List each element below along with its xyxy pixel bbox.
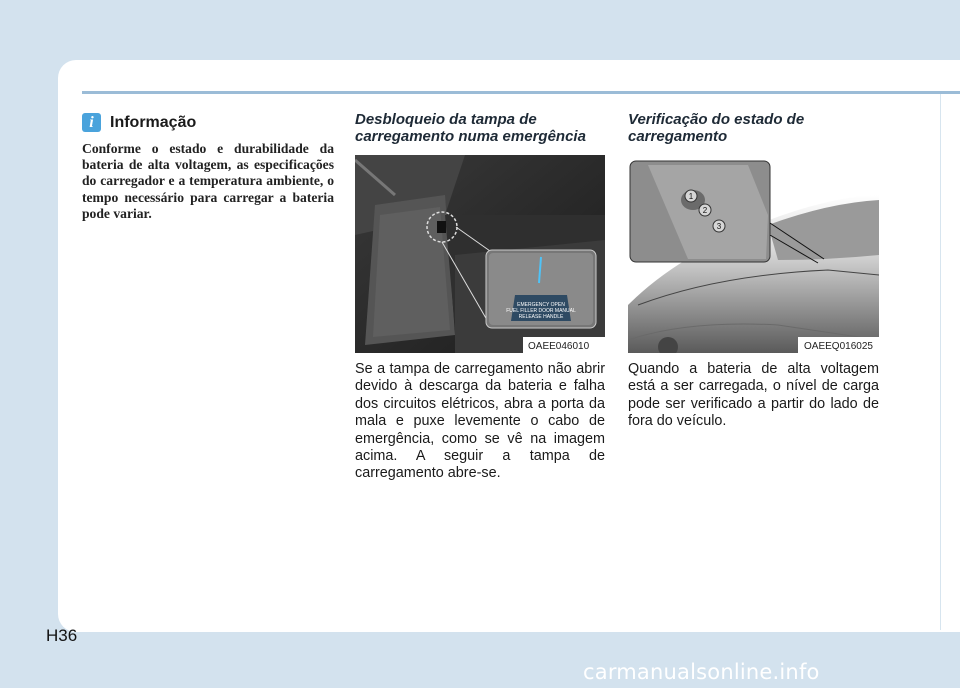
- tag-label-1: EMERGENCY OPEN: [517, 302, 565, 308]
- trunk-figure: [355, 155, 605, 353]
- tag-label-3: RELEASE HANDLE: [518, 314, 564, 320]
- section-title-charge-status: Verificação do estado de carregamento: [628, 111, 805, 145]
- figure-code: OAEE046010: [528, 341, 590, 352]
- section-title-emergency-release: Desbloqueio da tampa de carregamento numa emergência: [355, 111, 586, 145]
- tag-label-2: FUEL FILLER DOOR MANUAL: [506, 308, 576, 314]
- info-body: Conforme o estado e durabilidade da bateria de alta voltagem, as especificações do carregador e a temperatura ambiente, o tempo necessário para carregar a bateria pode variar.: [82, 141, 334, 221]
- vehicle-figure: [628, 155, 879, 353]
- header-rule: [82, 91, 960, 94]
- indicator-label-2: 2: [702, 206, 708, 215]
- section-body-charge-status: Quando a bateria de alta voltagem está a ser carregada, o nível de carga pode ser verificado a partir do lado de fora do veículo.: [628, 361, 879, 430]
- figure-code: OAEEQ016025: [804, 341, 873, 352]
- page-number: H36: [46, 626, 78, 645]
- section-body-emergency-release: Se a tampa de carregamento não abrir devido à descarga da bateria e falha dos circuitos elétricos, abra a porta da mala e puxe levemente o cabo de emergência, como se vê na imagem acima. A seguir a tampa de carregamento abre-se.: [355, 361, 605, 482]
- info-title: Informação: [110, 113, 197, 131]
- info-icon: i: [82, 113, 101, 132]
- margin-line: [940, 94, 941, 630]
- info-heading: [82, 113, 196, 132]
- indicator-label-3: 3: [716, 222, 722, 231]
- indicator-label-1: 1: [688, 192, 694, 201]
- watermark: carmanualsonline.info: [583, 660, 820, 684]
